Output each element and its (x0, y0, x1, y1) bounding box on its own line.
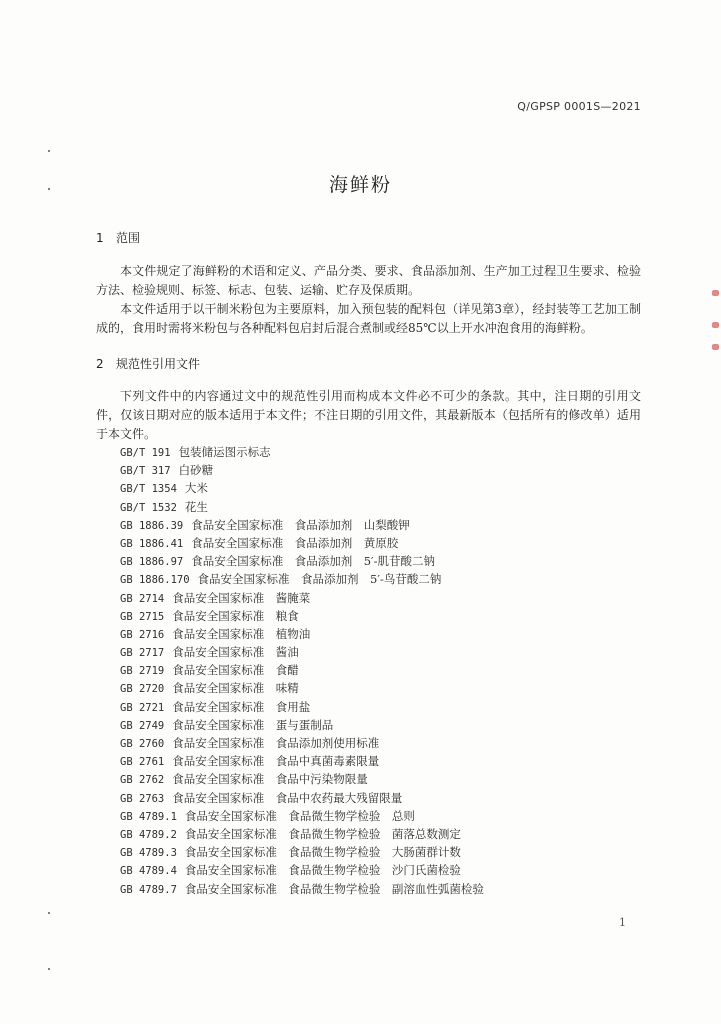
scan-speck (48, 912, 50, 914)
reference-title: 食品安全国家标准 食品添加剂 山梨酸钾 (191, 517, 410, 532)
reference-item (120, 825, 484, 843)
reference-title: 食品安全国家标准 食品添加剂使用标准 (172, 736, 380, 750)
page-number: 1 (619, 916, 626, 929)
reference-item (120, 570, 484, 588)
scan-speck (48, 188, 50, 190)
page-title: 海鲜粉 (328, 174, 392, 196)
reference-code: GB 2749 (120, 719, 165, 732)
reference-item (120, 516, 484, 534)
reference-title: 食品安全国家标准 食品中污染物限量 (172, 772, 368, 787)
reference-list (120, 443, 484, 898)
reference-title: 食品安全国家标准 蛋与蛋制品 (172, 717, 334, 732)
reference-item (120, 770, 484, 788)
reference-item (120, 716, 484, 734)
scope-paragraph-2: 本文件适用于以干制米粉包为主要原料，加入预包装的配料包（详见第3章），经封装等工艺加工制成的，食用时需将米粉包与各种配料包启封后混合煮制或经85℃以上开水冲泡食用的海鲜粉。 (96, 302, 641, 335)
reference-code: GB 2760 (120, 738, 165, 750)
section-1-heading (96, 229, 140, 246)
reference-item (120, 843, 484, 861)
reference-code: GB/T 1532 (120, 501, 177, 514)
section-title: 范围 (116, 231, 141, 245)
scan-speck (48, 150, 50, 152)
reference-title: 食品安全国家标准 食品添加剂 5′-肌苷酸二钠 (191, 554, 436, 569)
reference-code: GB 4789.2 (120, 828, 177, 841)
reference-item (120, 661, 484, 679)
reference-title: 食品安全国家标准 味精 (172, 681, 299, 696)
reference-title: 白砂糖 (178, 463, 214, 478)
scan-speck (48, 968, 50, 970)
reference-item (120, 752, 484, 770)
reference-code: GB 4789.4 (120, 865, 177, 878)
reference-title: 食品安全国家标准 粮食 (172, 608, 299, 623)
seal-stamp-mark (712, 290, 719, 296)
seal-stamp-mark (712, 322, 719, 328)
reference-item (120, 698, 484, 716)
reference-title: 包装储运图示标志 (178, 445, 271, 459)
reference-title: 食品安全国家标准 食品中真菌毒素限量 (172, 754, 380, 769)
reference-title: 食品安全国家标准 食醋 (172, 663, 299, 678)
reference-title: 食品安全国家标准 食品微生物学检验 副溶血性弧菌检验 (184, 881, 484, 896)
reference-item (120, 479, 484, 497)
reference-item (120, 679, 484, 697)
reference-title: 食品安全国家标准 食品微生物学检验 总则 (184, 808, 415, 823)
reference-code: GB 2717 (120, 647, 165, 660)
normative-references-paragraph: 下列文件中的内容通过文中的规范性引用而构成本文件必不可少的条款。其中，注日期的引用文件，仅该日期对应的版本适用于本文件；不注日期的引用文件，其最新版本（包括所有的修改单）适用于本文件。 (96, 389, 641, 441)
reference-title: 花生 (184, 499, 208, 514)
reference-item (120, 807, 484, 825)
reference-code: GB 2715 (120, 610, 165, 623)
reference-item (120, 498, 484, 516)
reference-item (120, 534, 484, 552)
reference-item (120, 443, 484, 461)
reference-title: 食品安全国家标准 食品中农药最大残留限量 (172, 790, 403, 805)
reference-title: 食品安全国家标准 食品微生物学检验 菌落总数测定 (184, 826, 461, 841)
reference-item (120, 643, 484, 661)
reference-item (120, 625, 484, 643)
reference-code: GB 2714 (120, 592, 165, 605)
reference-title: 食品安全国家标准 食品微生物学检验 沙门氏菌检验 (184, 863, 461, 878)
reference-title: 食品安全国家标准 酱腌菜 (172, 590, 311, 605)
reference-title: 食品安全国家标准 食品添加剂 黄原胶 (191, 535, 399, 550)
reference-title: 食品安全国家标准 植物油 (172, 626, 311, 641)
reference-item (120, 461, 484, 479)
reference-item (120, 589, 484, 607)
reference-code: GB/T 1354 (120, 483, 177, 496)
reference-code: GB 2721 (120, 701, 165, 714)
reference-title: 食品安全国家标准 食品微生物学检验 大肠菌群计数 (184, 845, 461, 860)
reference-code: GB 1886.39 (120, 519, 184, 532)
reference-item (120, 607, 484, 625)
reference-code: GB 1886.170 (120, 574, 190, 587)
reference-code: GB 2719 (120, 665, 165, 678)
reference-item (120, 552, 484, 570)
section-2-heading (96, 355, 200, 372)
reference-item (120, 734, 484, 752)
section-number: 2 (96, 357, 104, 371)
scope-paragraph-1: 本文件规定了海鲜粉的术语和定义、产品分类、要求、食品添加剂、生产加工过程卫生要求、检验方法、检验规则、标签、标志、包装、运输、贮存及保质期。 (96, 264, 641, 297)
reference-code: GB 2720 (120, 683, 165, 696)
reference-item (120, 880, 484, 898)
reference-code: GB 4789.7 (120, 883, 177, 896)
reference-code: GB 1886.97 (120, 556, 184, 569)
standard-code: Q/GPSP 0001S—2021 (517, 100, 641, 113)
reference-code: GB 2761 (120, 756, 165, 769)
reference-code: GB 1886.41 (120, 537, 184, 550)
reference-code: GB 2716 (120, 628, 165, 641)
reference-code: GB 2763 (120, 792, 165, 805)
reference-title: 食品安全国家标准 食用盐 (172, 699, 311, 714)
reference-code: GB 4789.3 (120, 847, 177, 860)
section-title: 规范性引用文件 (116, 357, 201, 371)
reference-item (120, 789, 484, 807)
reference-code: GB/T 317 (120, 465, 171, 478)
reference-title: 大米 (184, 481, 208, 496)
reference-title: 食品安全国家标准 酱油 (172, 645, 299, 660)
section-number: 1 (96, 231, 104, 245)
reference-title: 食品安全国家标准 食品添加剂 5′-鸟苷酸二钠 (197, 572, 442, 587)
reference-code: GB 4789.1 (120, 810, 177, 823)
reference-code: GB 2762 (120, 774, 165, 787)
seal-stamp-mark (712, 344, 719, 350)
reference-item (120, 861, 484, 879)
reference-code: GB/T 191 (120, 447, 171, 459)
